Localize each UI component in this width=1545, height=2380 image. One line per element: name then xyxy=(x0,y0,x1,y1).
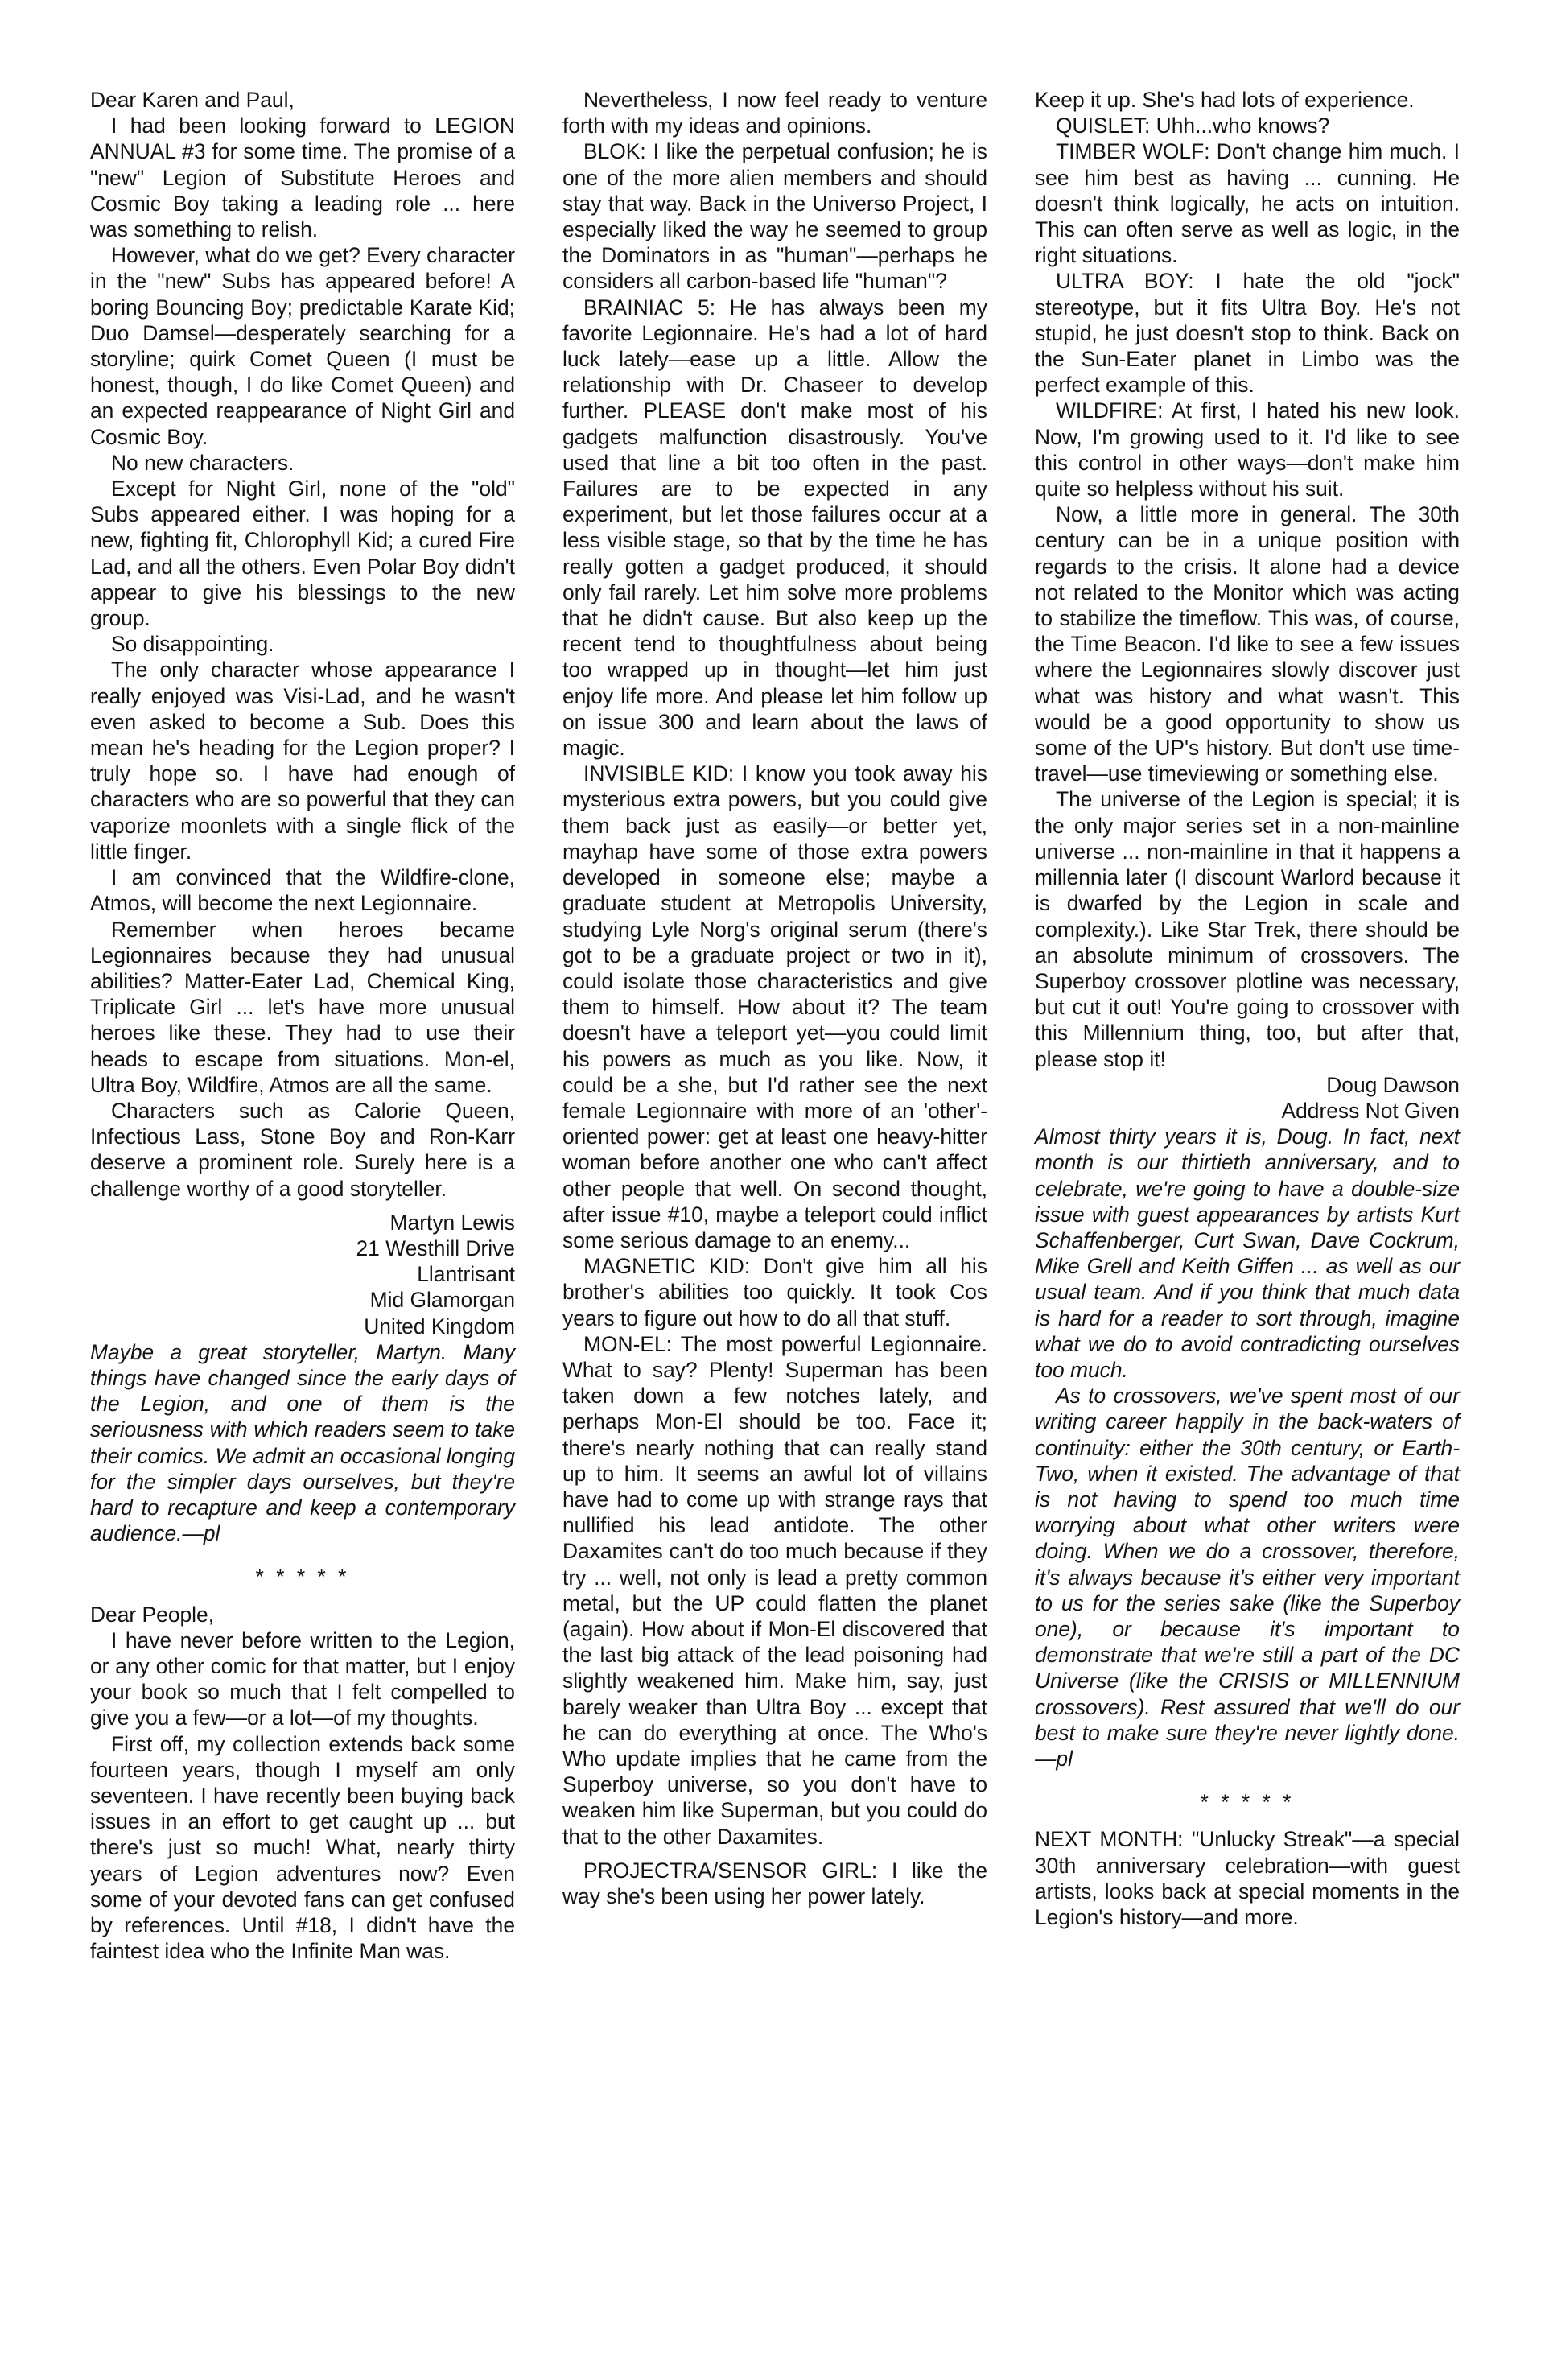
letter-paragraph: PROJECTRA/SENSOR GIRL: I like the way she's been using her power lately. xyxy=(562,1858,987,1909)
letter-paragraph: BLOK: I like the perpetual confusion; he is one of the more alien members and should stay that way. Back in the Universo Project, I especially liked the way he seemed to group the Dominators in as "human"—perhaps he considers all carbon-based life "human"? xyxy=(562,139,987,294)
signature-address: Llantrisant xyxy=(417,1262,515,1287)
section-separator: * * * * * xyxy=(1200,1790,1295,1815)
letter-paragraph: INVISIBLE KID: I know you took away his mysterious extra powers, but you could give them back just as easily—or better yet, mayhap have some of those extra powers developed in someone else; maybe a graduate student at Metropolis University, studying Lyle Norg's original serum (there's got to be a graduate project or two in it), could isolate those characteristics and give them to himself. How about it? The team doesn't have a teleport yet—you could limit his powers as much as you like. Now, it could be a she, but I'd rather see the next female Legionnaire with more of an 'other'-oriented power: get at least one heavy-hitter woman before another one who can't affect other people that well. On second thought, after issue #10, maybe a teleport could inflict some serious damage to an enemy... xyxy=(562,761,987,1252)
letter-paragraph: ULTRA BOY: I hate the old "jock" stereotype, but it fits Ultra Boy. He's not stupid, he just doesn't stop to think. Back on the Sun-Eater planet in Limbo was the perfect example of this. xyxy=(1035,269,1460,398)
column-3 xyxy=(1035,87,1460,1930)
signature-name: Martyn Lewis xyxy=(389,1210,515,1235)
editor-reply: Almost thirty years it is, Doug. In fact, next month is our thirtieth anniversary, and to celebrate, we're going to have a double-size issue with guest appearances by artists Kurt Schaffenberger, Curt Swan, Dave Cockrum, Mike Grell and Keith Giffen ... as well as our usual team. And if you think that much data is hard for a reader to sort through, imagine what we do to avoid contradicting ourselves too much. xyxy=(1035,1124,1460,1382)
signature-address: Address Not Given xyxy=(1281,1098,1460,1123)
letter-paragraph: MAGNETIC KID: Don't give him all his brother's abilities too quickly. It took Cos years to figure out how to do all that stuff. xyxy=(562,1254,987,1330)
letter-paragraph: Except for Night Girl, none of the "old" Subs appeared either. I was hoping for a new, fighting fit, Chlorophyll Kid; a cured Fire Lad, and all the others. Even Polar Boy didn't appear to give his blessings to the new group. xyxy=(90,476,515,631)
letter-paragraph: BRAINIAC 5: He has always been my favorite Legionnaire. He's had a lot of hard luck lately—ease up a little. Allow the relationship with Dr. Chaseer to develop further. PLEASE don't make most of his gadgets malfunction disastrously. You've used that line a bit too often in the past. Failures are to be expected in any experiment, but let those failures occur at a less visible stage, so that by the time he has really gotten a gadget produced, it should only fail rarely. Let him solve more problems that he didn't cause. But also keep up the recent tend to thoughtfulness about being too wrapped up in thought—let him just enjoy life more. And please let him follow up on issue 300 and learn about the laws of magic. xyxy=(562,295,987,761)
signature-address: United Kingdom xyxy=(364,1314,515,1338)
column-2 xyxy=(562,87,987,1909)
editor-reply: As to crossovers, we've spent most of our writing career happily in the back-waters of continuity: either the 30th century, or Earth-Two, when it existed. The advantage of that is not having to spend too much time worrying about what other writers were doing. When we do a crossover, therefore, it's always because it's either very important to us for the series sake (like the Superboy one), or because it's important to demonstrate that we're still a part of the DC Universe (like the CRISIS or MILLENNIUM crossovers). Rest assured that we'll do our best to make sure they're never lightly done.—pl xyxy=(1035,1384,1460,1771)
letter-paragraph: I have never before written to the Legion, or any other comic for that matter, but I enjoy your book so much that I felt compelled to give you a few—or a lot—of my thoughts. xyxy=(90,1627,515,1730)
letter-paragraph: First off, my collection extends back some fourteen years, though I myself am only seventeen. I have recently been buying back issues in an effort to get caught up ... but there's just so much! What, nearly thirty years of Legion adventures now? Even some of your devoted fans can get confused by references. Until #18, I didn't have the faintest idea who the Infinite Man was. xyxy=(90,1731,515,1964)
letter-salutation: Dear Karen and Paul, xyxy=(90,88,295,112)
letter-paragraph: Nevertheless, I now feel ready to venture forth with my ideas and opinions. xyxy=(562,88,987,138)
letter-paragraph: Remember when heroes became Legionnaires because they had unusual abilities? Matter-Eater Lad, Chemical King, Triplicate Girl ... let's have more unusual heroes like these. They had to use their heads to escape from situations. Mon-el, Ultra Boy, Wildfire, Atmos are all the same. xyxy=(90,917,515,1097)
letter-paragraph: WILDFIRE: At first, I hated his new look. Now, I'm growing used to it. I'd like to see this control in other ways—don't make him quite so helpless without his suit. xyxy=(1035,398,1460,501)
letter-paragraph: TIMBER WOLF: Don't change him much. I see him best as having ... cunning. He doesn't think logically, he acts on intuition. This can often serve as well as logic, in the right situations. xyxy=(1035,139,1460,268)
editor-reply: Maybe a great storyteller, Martyn. Many things have changed since the early days of the Legion, and one of them is the seriousness with which readers seem to take their comics. We admit an occasional longing for the simpler days ourselves, but they're hard to recapture and keep a contemporary audience.—pl xyxy=(90,1339,515,1546)
letter-paragraph: QUISLET: Uhh...who knows? xyxy=(1056,113,1330,138)
signature-name: Doug Dawson xyxy=(1326,1072,1460,1097)
letter-paragraph: The universe of the Legion is special; it is the only major series set in a non-mainline universe ... non-mainline in that it happens a millennia later (I discount Warlord because it is dwarfed by the Legion in scale and complexity.). Like Star Trek, there should be an absolute minimum of crossovers. The Superboy crossover plotline was necessary, but cut it out! You're going to crossover with this Millennium thing, too, but after that, please stop it! xyxy=(1035,787,1460,1071)
section-separator: * * * * * xyxy=(255,1565,350,1590)
letter-paragraph: Characters such as Calorie Queen, Infectious Lass, Stone Boy and Ron-Karr deserve a prominent role. Surely here is a challenge worthy of a good storyteller. xyxy=(90,1098,515,1201)
signature-address: 21 Westhill Drive xyxy=(356,1235,515,1260)
next-month-blurb: NEXT MONTH: "Unlucky Streak"—a special 30th anniversary celebration—with guest artists, looks back at special moments in the Legion's history—and more. xyxy=(1035,1827,1460,1930)
column-1 xyxy=(90,87,515,1964)
signature-address: Mid Glamorgan xyxy=(369,1288,515,1313)
letter-paragraph: Now, a little more in general. The 30th century can be in a unique position with regards to the crisis. It alone had a device not related to the Monitor which was acting to stabilize the timeflow. This was, of course, the Time Beacon. I'd like to see a few issues where the Legionnaires slowly discover just what was history and what wasn't. This would be a good opportunity to show us some of the UP's history. But don't use time-travel—use timeviewing or something else. xyxy=(1035,502,1460,786)
letter-paragraph: MON-EL: The most powerful Legionnaire. What to say? Plenty! Superman has been taken down a few notches lately, and perhaps Mon-El should be too. Face it; there's nearly nothing that can really stand up to him. It seems an awful lot of villains have had to come up with strange rays that nullified his lead antidote. The other Daxamites can't do too much because if they try ... well, not only is lead a pretty common metal, but the UP could flatten the planet (again). How about if Mon-El discovered that the last big attack of the lead poisoning had slightly weakened him. Make him, say, just barely weaker than Ultra Boy ... except that he can do everything at once. The Who's Who update implies that he came from the Superboy universe, so you don't have to weaken him like Superman, but you could do that to the other Daxamites. xyxy=(562,1331,987,1849)
letter-paragraph: So disappointing. xyxy=(111,632,274,657)
letter-salutation: Dear People, xyxy=(90,1602,215,1627)
spacer xyxy=(562,1850,987,1858)
letter-paragraph: I had been looking forward to LEGION ANNUAL #3 for some time. The promise of a "new" Legion of Substitute Heroes and Cosmic Boy taking a leading role ... here was something to relish. xyxy=(90,113,515,242)
spacer xyxy=(90,1202,515,1210)
letter-paragraph: The only character whose appearance I really enjoyed was Visi-Lad, and he wasn't even asked to become a Sub. Does this mean he's heading for the Legion proper? I truly hope so. I have had enough of characters who are so powerful that they can vaporize moonlets with a single flick of the little finger. xyxy=(90,658,515,864)
letter-paragraph: No new characters. xyxy=(111,450,295,475)
letter-paragraph: Keep it up. She's had lots of experience. xyxy=(1035,88,1415,112)
letter-paragraph: However, what do we get? Every character in the "new" Subs has appeared before! A boring Bouncing Boy; predictable Karate Kid; Duo Damsel—desperately searching for a storyline; quirk Comet Queen (I must be honest, though, I do like Comet Queen) and an expected reappearance of Night Girl and Cosmic Boy. xyxy=(90,243,515,449)
letter-paragraph: I am convinced that the Wildfire-clone, Atmos, will become the next Legionnaire. xyxy=(90,865,515,916)
